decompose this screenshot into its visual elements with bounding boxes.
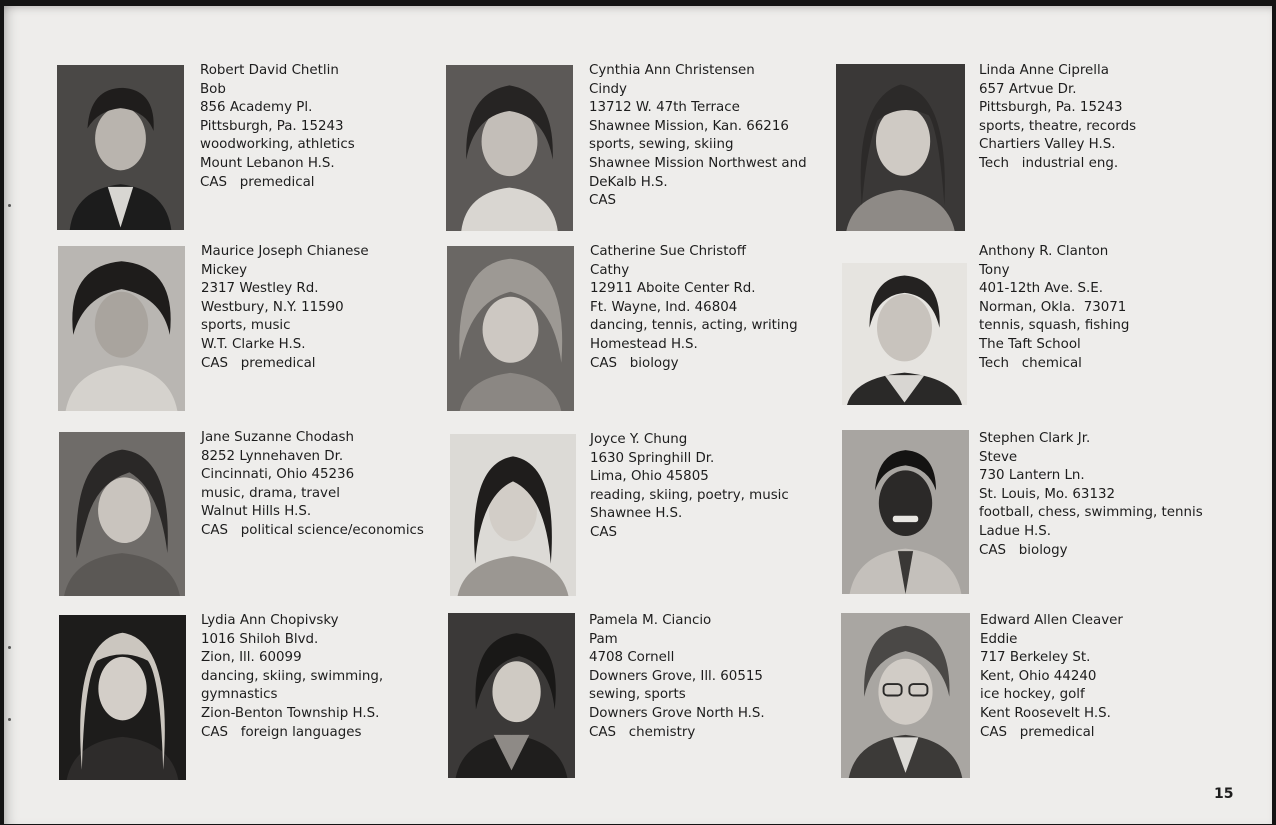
- student-nickname: Pam: [589, 631, 618, 647]
- student-city: Pittsburgh, Pa. 15243: [200, 118, 344, 134]
- student-interests: music, drama, travel: [201, 485, 340, 501]
- student-info: [979, 243, 1129, 373]
- student-portrait: [450, 434, 576, 596]
- student-portrait: [58, 246, 185, 411]
- student-interests: sports, sewing, skiing: [589, 137, 734, 153]
- student-name: Jane Suzanne Chodash: [201, 430, 355, 445]
- binding-hole-icon: [8, 718, 11, 721]
- student-program: CAS chemistry: [589, 724, 696, 740]
- binding-hole-icon: [8, 204, 11, 207]
- student-program: CAS premedical: [980, 724, 1095, 740]
- student-city: Cincinnati, Ohio 45236: [201, 467, 355, 483]
- student-interests: football, chess, swimming, tennis: [979, 505, 1203, 521]
- portrait-silhouette-icon: [447, 246, 574, 411]
- student-name: Robert David Chetlin: [200, 63, 339, 78]
- portrait-silhouette-icon: [446, 65, 573, 231]
- student-info: [590, 431, 789, 543]
- student-interests: dancing, tennis, acting, writing: [590, 318, 798, 334]
- student-program: CAS premedical: [200, 174, 315, 190]
- student-high-school: W.T. Clarke H.S.: [201, 336, 306, 352]
- student-street: 730 Lantern Ln.: [979, 468, 1085, 484]
- student-name: Catherine Sue Christoff: [590, 244, 746, 259]
- student-high-school: Ladue H.S.: [979, 523, 1051, 539]
- student-name: Joyce Y. Chung: [590, 432, 688, 447]
- student-name: Linda Anne Ciprella: [979, 63, 1109, 78]
- student-info: [201, 612, 383, 742]
- student-name: Edward Allen Cleaver: [980, 613, 1123, 628]
- student-street: 12911 Aboite Center Rd.: [590, 281, 756, 297]
- student-portrait: [842, 430, 969, 594]
- student-program: CAS: [589, 193, 617, 209]
- student-city: Norman, Okla. 73071: [979, 299, 1127, 315]
- student-street: 1630 Springhill Dr.: [590, 450, 715, 466]
- portrait-silhouette-icon: [58, 246, 185, 411]
- student-program: CAS foreign languages: [201, 724, 362, 740]
- student-high-school: Mount Lebanon H.S.: [200, 155, 335, 171]
- student-street: 1016 Shiloh Blvd.: [201, 631, 319, 647]
- student-name: Pamela M. Ciancio: [589, 613, 712, 628]
- student-portrait: [57, 65, 184, 230]
- student-city: Zion, Ill. 60099: [201, 650, 302, 666]
- student-info: [979, 62, 1136, 174]
- binding-hole-icon: [8, 646, 11, 649]
- student-portrait: [59, 432, 185, 596]
- portrait-silhouette-icon: [842, 430, 969, 594]
- student-street: 401-12th Ave. S.E.: [979, 281, 1103, 297]
- student-city: St. Louis, Mo. 63132: [979, 486, 1115, 502]
- student-info: [589, 612, 765, 742]
- student-program: CAS premedical: [201, 355, 316, 371]
- student-street: 2317 Westley Rd.: [201, 281, 319, 297]
- student-high-school: Homestead H.S.: [590, 336, 698, 352]
- student-street: 657 Artvue Dr.: [979, 81, 1077, 97]
- student-city: Kent, Ohio 44240: [980, 668, 1097, 684]
- student-info: [589, 62, 807, 211]
- student-street: 13712 W. 47th Terrace: [589, 100, 740, 116]
- student-interests: sports, music: [201, 318, 291, 334]
- portrait-silhouette-icon: [448, 613, 575, 778]
- portrait-silhouette-icon: [59, 432, 185, 596]
- student-program: CAS biology: [590, 355, 679, 371]
- student-portrait: [59, 615, 186, 780]
- portrait-silhouette-icon: [450, 434, 576, 596]
- student-interests: ice hockey, golf: [980, 687, 1085, 703]
- student-city: Shawnee Mission, Kan. 66216: [589, 118, 789, 134]
- student-street: 4708 Cornell: [589, 650, 675, 666]
- student-info: [979, 430, 1203, 560]
- student-street: 856 Academy Pl.: [200, 100, 313, 116]
- student-nickname: Mickey: [201, 262, 248, 278]
- portrait-silhouette-icon: [59, 615, 186, 780]
- student-info: [980, 612, 1123, 742]
- student-portrait: [446, 65, 573, 231]
- student-high-school: Kent Roosevelt H.S.: [980, 705, 1111, 721]
- student-portrait: [842, 263, 967, 405]
- student-nickname: Cathy: [590, 262, 630, 278]
- student-program: CAS: [590, 524, 618, 540]
- student-city: Ft. Wayne, Ind. 46804: [590, 299, 738, 315]
- student-portrait: [448, 613, 575, 778]
- portrait-silhouette-icon: [57, 65, 184, 230]
- student-nickname: Steve: [979, 449, 1018, 465]
- student-program: Tech chemical: [979, 355, 1082, 371]
- student-interests: woodworking, athletics: [200, 137, 355, 153]
- student-nickname: Eddie: [980, 631, 1018, 647]
- student-program: Tech industrial eng.: [979, 155, 1119, 171]
- student-street: 717 Berkeley St.: [980, 650, 1091, 666]
- student-city: Lima, Ohio 45805: [590, 469, 709, 485]
- student-high-school: Zion-Benton Township H.S.: [201, 705, 380, 721]
- student-high-school: Downers Grove North H.S.: [589, 705, 765, 721]
- student-city: Downers Grove, Ill. 60515: [589, 668, 763, 684]
- portrait-silhouette-icon: [836, 64, 965, 231]
- page-number: 15: [1214, 786, 1234, 802]
- student-high-school: Shawnee H.S.: [590, 506, 683, 522]
- student-interests: gymnastics: [201, 687, 278, 703]
- student-interests: sports, theatre, records: [979, 118, 1137, 134]
- student-program: CAS political science/economics: [201, 522, 424, 538]
- student-high-school: Walnut Hills H.S.: [201, 504, 312, 520]
- portrait-silhouette-icon: [841, 613, 970, 778]
- student-high-school: Shawnee Mission Northwest and: [589, 155, 807, 171]
- student-portrait: [836, 64, 965, 231]
- student-name: Lydia Ann Chopivsky: [201, 613, 339, 628]
- student-info: [590, 243, 798, 373]
- student-name: Anthony R. Clanton: [979, 244, 1109, 259]
- student-nickname: Bob: [200, 81, 226, 97]
- student-portrait: [841, 613, 970, 778]
- student-city: Pittsburgh, Pa. 15243: [979, 100, 1123, 116]
- student-name: Stephen Clark Jr.: [979, 431, 1091, 446]
- student-info: [201, 429, 424, 541]
- student-program: CAS biology: [979, 542, 1068, 558]
- yearbook-page: [4, 6, 1272, 824]
- student-high-school: The Taft School: [979, 336, 1081, 352]
- student-high-school: Chartiers Valley H.S.: [979, 137, 1116, 153]
- student-interests: reading, skiing, poetry, music: [590, 487, 789, 503]
- student-portrait: [447, 246, 574, 411]
- student-name: Maurice Joseph Chianese: [201, 244, 369, 259]
- student-nickname: Cindy: [589, 81, 627, 97]
- student-high-school: DeKalb H.S.: [589, 174, 668, 190]
- student-interests: dancing, skiing, swimming,: [201, 668, 384, 684]
- student-name: Cynthia Ann Christensen: [589, 63, 755, 78]
- student-interests: sewing, sports: [589, 687, 686, 703]
- portrait-silhouette-icon: [842, 263, 967, 405]
- student-street: 8252 Lynnehaven Dr.: [201, 448, 344, 464]
- student-city: Westbury, N.Y. 11590: [201, 299, 344, 315]
- student-info: [200, 62, 355, 192]
- student-interests: tennis, squash, fishing: [979, 318, 1130, 334]
- student-info: [201, 243, 369, 373]
- student-nickname: Tony: [979, 262, 1010, 278]
